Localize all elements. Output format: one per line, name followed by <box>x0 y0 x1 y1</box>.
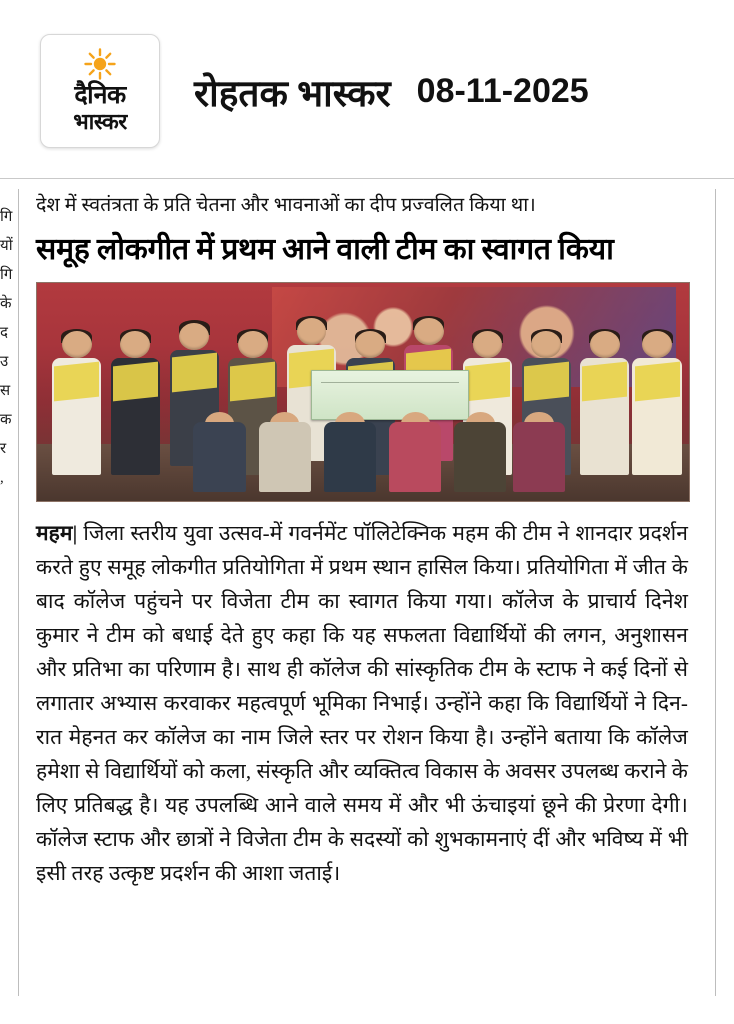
newspaper-clipping <box>0 178 734 1004</box>
dainik-bhaskar-logo <box>40 34 160 148</box>
photo-person <box>578 339 631 474</box>
photo-person-seated <box>513 422 565 492</box>
article-headline: समूह लोकगीत में प्रथम आने वाली टीम का स्वागत किया <box>36 233 614 267</box>
article-lead-line: देश में स्वतंत्रता के प्रति चेतना और भावनाओं का दीप प्रज्वलित किया था। <box>36 195 536 216</box>
photo-person-seated <box>193 422 245 492</box>
article-dateline: महम| <box>36 520 78 545</box>
article-body-text: जिला स्तरीय युवा उत्सव-में गवर्नमेंट पॉलिटेक्निक महम की टीम ने शानदार प्रदर्शन करते हुए समूह लोकगीत प्रतियोगिता में प्रथम स्थान हासिल किया। प्रतियोगिता में जीत के बाद कॉलेज पहुंचने पर विजेता टीम का स्वागत किया गया। कॉलेज के प्राचार्य दिनेश कुमार ने टीम को बधाई देते हुए कहा कि यह सफलता विद्यार्थियों की लगन, अनुशासन और प्रतिभा का परिणाम है। साथ ही कॉलेज की सांस्कृतिक टीम के स्टाफ ने कई दिनों से लगातार अभ्यास करवाकर महत्वपूर्ण भूमिका निभाई। उन्होंने कहा कि विद्यार्थियों ने दिन-रात मेहनत कर कॉलेज का नाम जिले स्तर पर रोशन किया है। उन्होंने बताया कि कॉलेज हमेशा से विद्यार्थियों को कला, संस्कृति और व्यक्तित्व विकास के अवसर उपलब्ध कराने के लिए प्रतिबद्ध है। यह उपलब्धि आने वाले समय में और भी ऊंचाइयां छूने की प्रेरणा देगी। कॉलेज स्टाफ और छात्रों ने विजेता टीम के सदस्यों को शुभकामनाएं दीं और भविष्य में भी इसी तरह उत्कृष्ट प्रदर्शन की आशा जताई। <box>36 520 688 885</box>
article-body <box>36 516 688 890</box>
adjacent-column-fragment: गि यों गि के द उ स क र , <box>0 209 13 486</box>
photo-person <box>109 339 162 474</box>
article-photo <box>36 282 690 502</box>
column-rule-left <box>18 189 19 996</box>
photo-person <box>50 339 103 474</box>
photo-person <box>630 339 683 474</box>
logo-text-line2: भास्कर <box>73 109 127 135</box>
column-rule-right <box>715 189 716 996</box>
sun-icon <box>83 47 117 81</box>
edition-title: रोहतक भास्कर <box>194 73 391 115</box>
photo-award-cheque <box>311 370 469 420</box>
article <box>36 193 688 911</box>
logo-text-line1: दैनिक <box>74 82 126 110</box>
edition-date: 08-11-2025 <box>416 71 589 110</box>
photo-person-seated <box>389 422 441 492</box>
photo-person-seated <box>324 422 376 492</box>
photo-person-seated <box>454 422 506 492</box>
photo-person-seated <box>259 422 311 492</box>
masthead <box>0 0 734 170</box>
